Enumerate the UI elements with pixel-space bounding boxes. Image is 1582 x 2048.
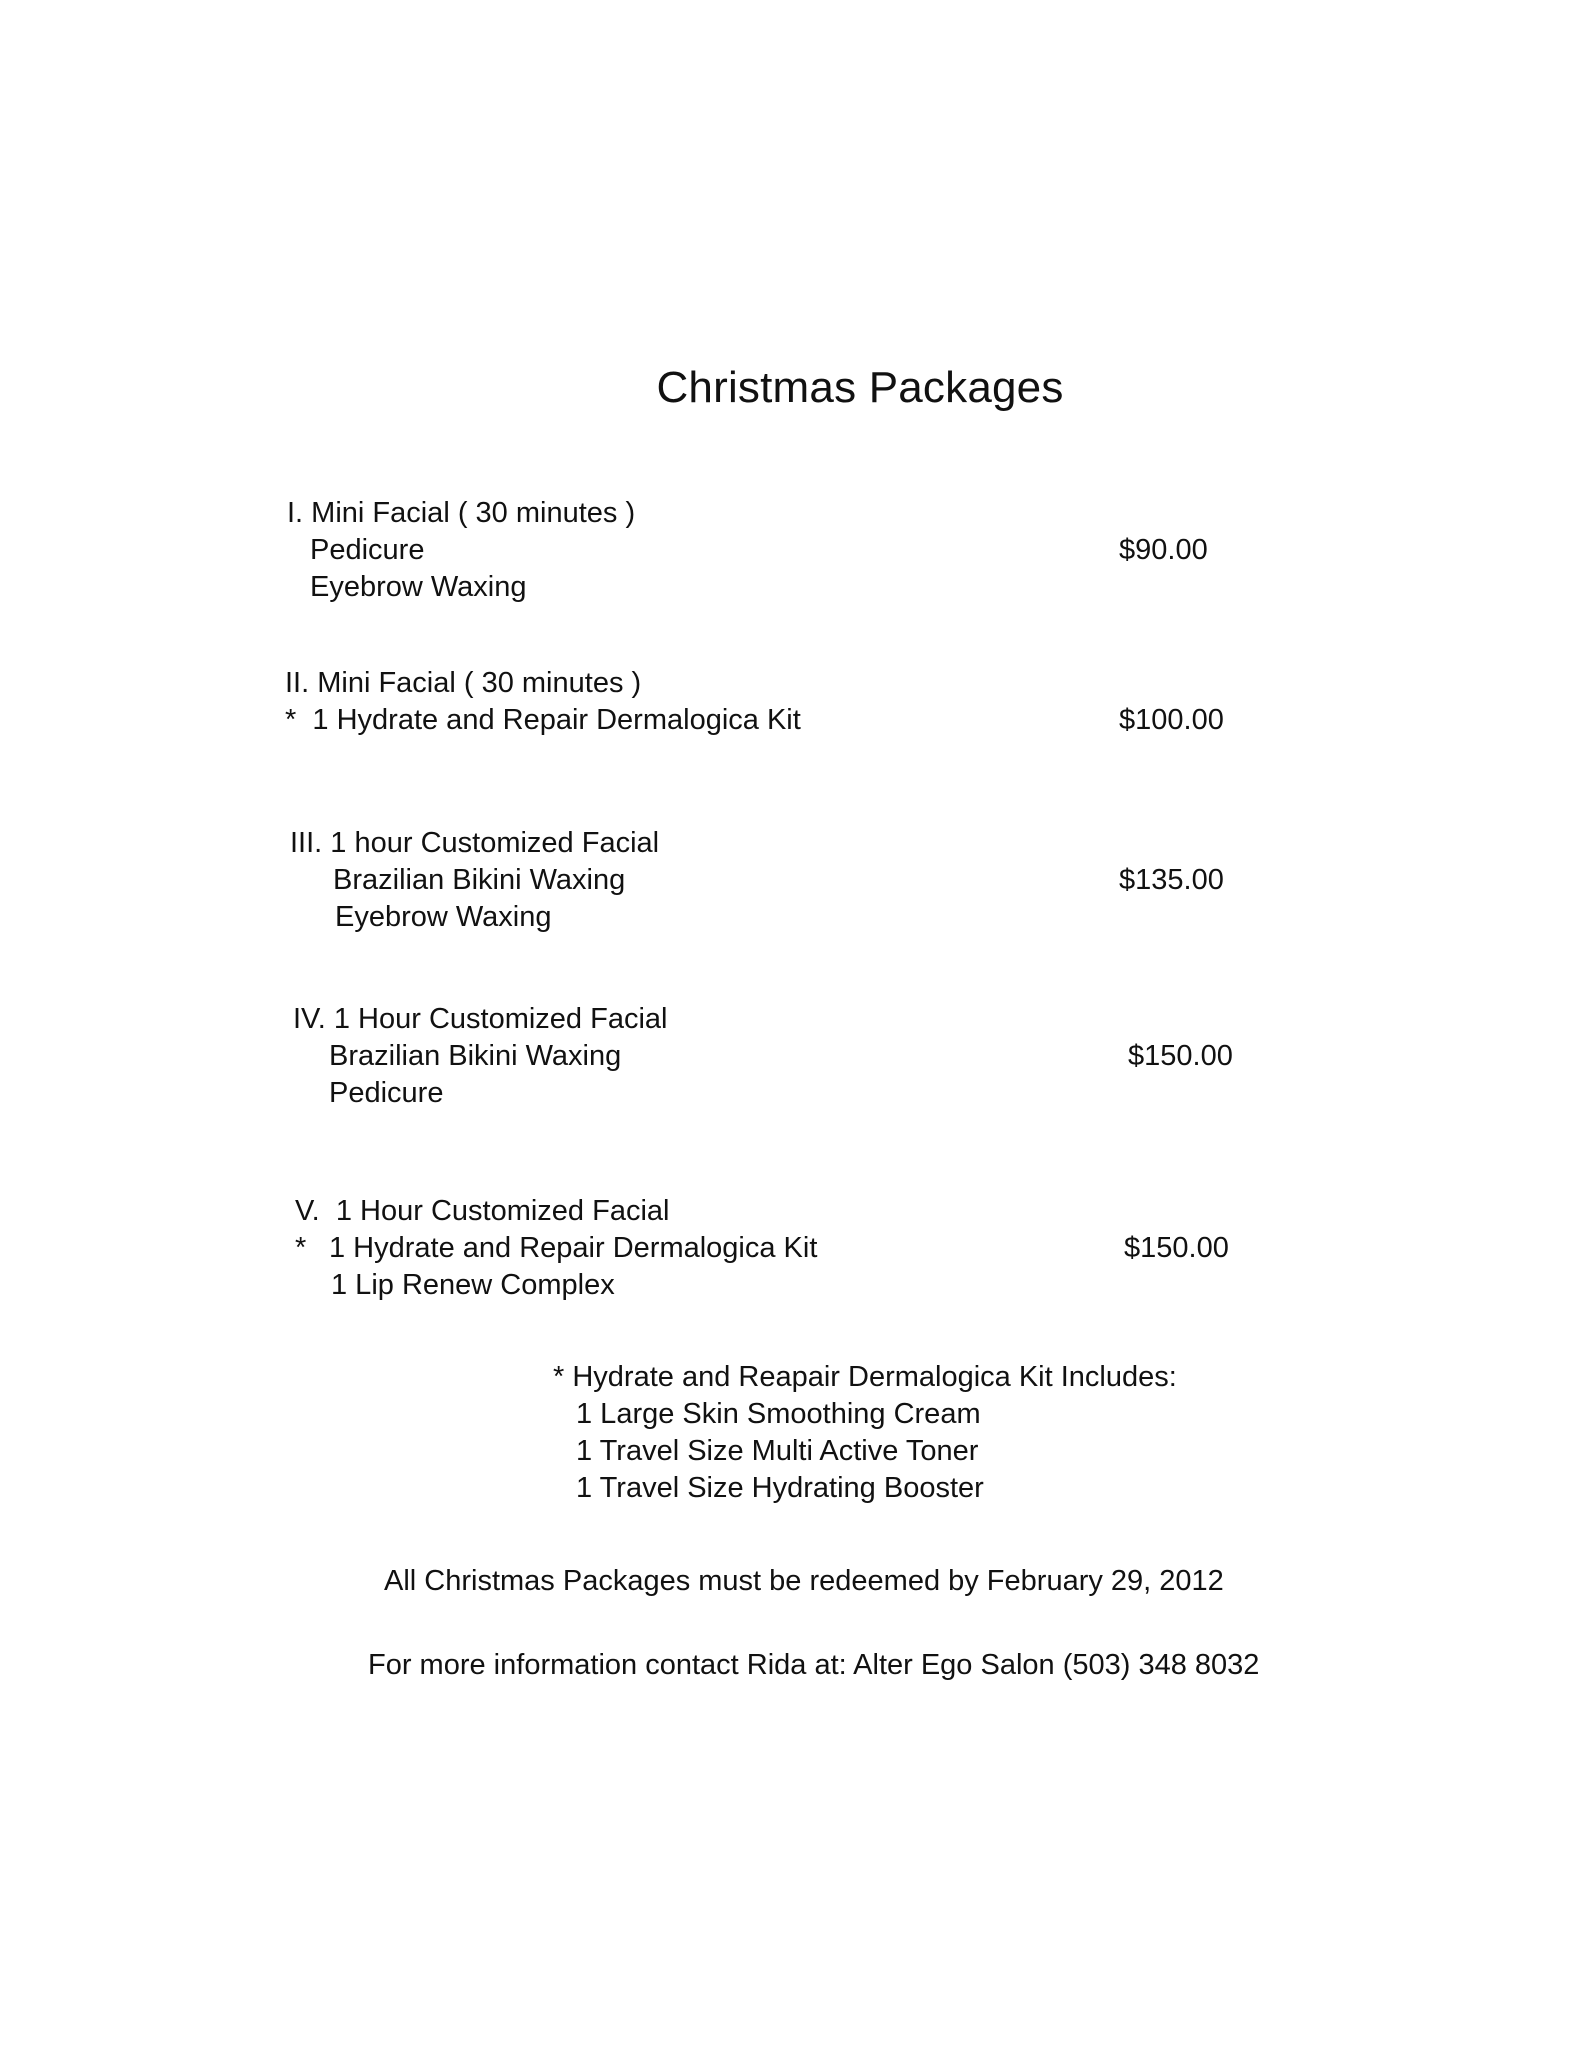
package-5-asterisk: * — [295, 1232, 307, 1264]
redeem-note: All Christmas Packages must be redeemed by February 29, 2012 — [384, 1565, 1224, 1597]
contact-note: For more information contact Rida at: Alter Ego Salon (503) 348 8032 — [368, 1649, 1260, 1681]
kit-note-item: 1 Large Skin Smoothing Cream — [576, 1398, 981, 1430]
package-1-item: Pedicure — [310, 534, 425, 566]
package-4-item: Brazilian Bikini Waxing — [329, 1040, 622, 1072]
package-2-name: II. Mini Facial ( 30 minutes ) — [285, 667, 642, 699]
kit-note-item: 1 Travel Size Hydrating Booster — [576, 1472, 984, 1504]
package-3-price: $135.00 — [1119, 864, 1224, 896]
package-3-item: Brazilian Bikini Waxing — [333, 864, 626, 896]
package-4-name: IV. 1 Hour Customized Facial — [293, 1003, 668, 1035]
package-3-item: Eyebrow Waxing — [335, 901, 552, 933]
package-2-price: $100.00 — [1119, 704, 1224, 736]
page-title: Christmas Packages — [656, 363, 1064, 412]
package-3-name: III. 1 hour Customized Facial — [290, 827, 660, 859]
package-1-price: $90.00 — [1119, 534, 1208, 566]
package-5-price: $150.00 — [1124, 1232, 1229, 1264]
package-2-item: * 1 Hydrate and Repair Dermalogica Kit — [285, 704, 801, 736]
package-5-item: 1 Lip Renew Complex — [331, 1269, 615, 1301]
package-1-item: Eyebrow Waxing — [310, 571, 527, 603]
kit-note-item: 1 Travel Size Multi Active Toner — [576, 1435, 979, 1467]
package-5-item: 1 Hydrate and Repair Dermalogica Kit — [329, 1232, 818, 1264]
package-4-item: Pedicure — [329, 1077, 444, 1109]
kit-note-heading: * Hydrate and Reapair Dermalogica Kit Includes: — [553, 1361, 1177, 1393]
package-4-price: $150.00 — [1128, 1040, 1233, 1072]
package-1-name: I. Mini Facial ( 30 minutes ) — [287, 497, 636, 529]
package-5-name: V. 1 Hour Customized Facial — [295, 1195, 670, 1227]
